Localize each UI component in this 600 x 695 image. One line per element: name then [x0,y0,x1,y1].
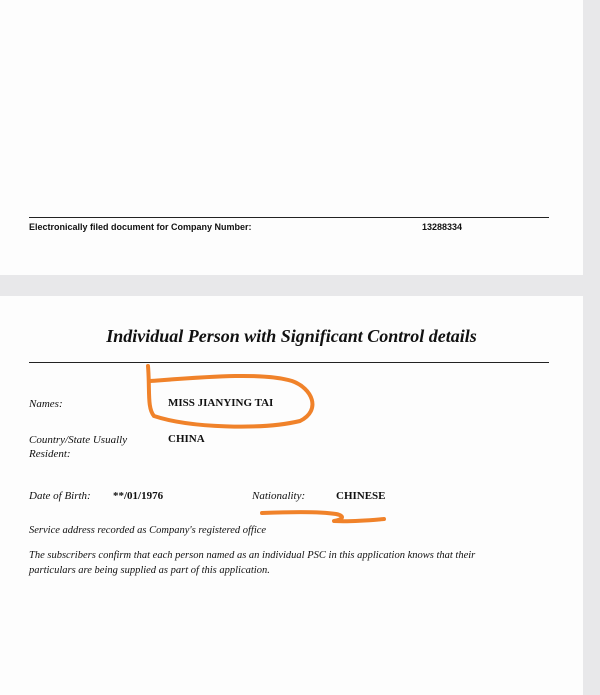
country-label-line2: Resident: [29,448,71,460]
document-page-2 [0,296,583,695]
nationality-value: CHINESE [336,490,386,502]
names-value: MISS JIANYING TAI [168,397,274,409]
section-title: Individual Person with Significant Control details [106,326,477,346]
title-divider [29,362,549,363]
footer-label: Electronically filed document for Company Number: [29,222,252,232]
names-label: Names: [29,398,63,410]
company-number: 13288334 [422,222,463,232]
confirmation-line-2: particulars are being supplied as part of this application. [29,565,270,576]
service-address-statement: Service address recorded as Company's registered office [29,525,267,536]
footer-divider [29,217,549,218]
dob-value: **/01/1976 [113,490,164,502]
country-value: CHINA [168,433,205,445]
country-label-line1: Country/State Usually [29,434,128,446]
document-page-1 [0,0,583,275]
confirmation-line-1: The subscribers confirm that each person named as an individual PSC in this application knows that their [29,550,476,561]
nationality-label: Nationality: [252,490,306,502]
dob-label: Date of Birth: [29,490,91,502]
